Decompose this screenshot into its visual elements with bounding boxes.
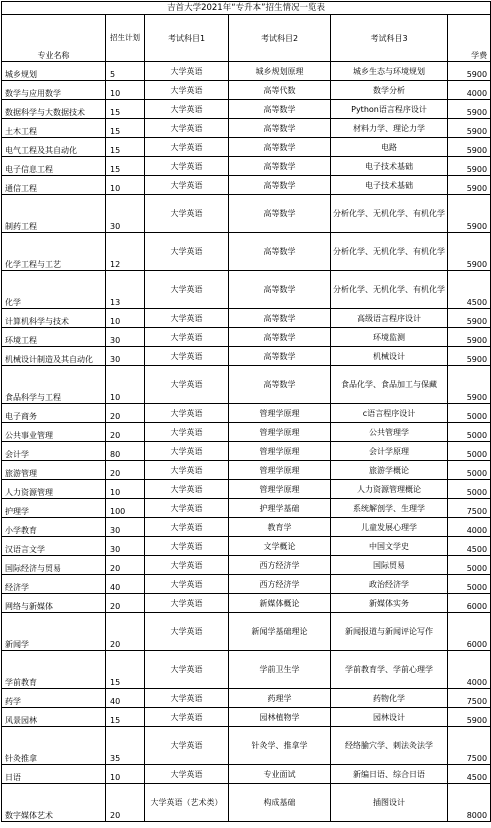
cell-subject1: 大学英语 [145, 765, 229, 784]
cell-quota: 30 [106, 347, 145, 366]
cell-subject1: 大学英语 [145, 575, 229, 594]
cell-fee: 5000 [448, 404, 491, 423]
table-row [2, 366, 491, 404]
cell-subject2: 管理学原理 [229, 442, 331, 461]
cell-subject2: 高等数学 [229, 195, 331, 233]
cell-fee: 5000 [448, 556, 491, 575]
cell-subject2: 高等数学 [229, 157, 331, 176]
cell-quota: 20 [106, 613, 145, 651]
cell-fee: 4500 [448, 271, 491, 309]
cell-quota: 15 [106, 651, 145, 689]
cell-major: 风景园林 [2, 708, 106, 727]
cell-major: 日语 [2, 765, 106, 784]
cell-subject1: 大学英语 [145, 195, 229, 233]
cell-subject2: 管理学原理 [229, 461, 331, 480]
cell-quota: 30 [106, 537, 145, 556]
cell-subject3: 插图设计 [331, 784, 448, 822]
cell-quota: 15 [106, 119, 145, 138]
cell-quota: 10 [106, 480, 145, 499]
cell-subject1: 大学英语 [145, 727, 229, 765]
cell-fee: 5000 [448, 480, 491, 499]
table-row [2, 518, 491, 537]
cell-fee: 4000 [448, 518, 491, 537]
table-row [2, 784, 491, 822]
cell-subject1: 大学英语 [145, 81, 229, 100]
cell-major: 机械设计制造及其自动化 [2, 347, 106, 366]
table-row [2, 575, 491, 594]
cell-subject2: 高等数学 [229, 233, 331, 271]
cell-subject3: 新编日语、综合日语 [331, 765, 448, 784]
table-row [2, 423, 491, 442]
cell-subject3: 分析化学、无机化学、有机化学 [331, 195, 448, 233]
cell-quota: 20 [106, 404, 145, 423]
title-row [2, 2, 491, 15]
cell-major: 数字媒体艺术 [2, 784, 106, 822]
cell-major: 针灸推拿 [2, 727, 106, 765]
cell-subject1: 大学英语 [145, 556, 229, 575]
cell-subject2: 高等数学 [229, 176, 331, 195]
cell-fee: 5900 [448, 328, 491, 347]
cell-subject3: 儿童发展心理学 [331, 518, 448, 537]
table-row [2, 556, 491, 575]
cell-subject3: 经络腧穴学、刺法灸法学 [331, 727, 448, 765]
cell-subject1: 大学英语 [145, 651, 229, 689]
cell-quota: 15 [106, 138, 145, 157]
cell-major: 数据科学与大数据技术 [2, 100, 106, 119]
cell-fee: 5900 [448, 119, 491, 138]
cell-major: 食品科学与工程 [2, 366, 106, 404]
table-row [2, 138, 491, 157]
cell-subject2: 高等数学 [229, 309, 331, 328]
cell-major: 城乡规划 [2, 62, 106, 81]
cell-subject1: 大学英语 [145, 537, 229, 556]
cell-subject3: 材料力学、理论力学 [331, 119, 448, 138]
cell-major: 药学 [2, 689, 106, 708]
cell-subject1: 大学英语 [145, 442, 229, 461]
cell-quota: 30 [106, 195, 145, 233]
cell-subject3: 药物化学 [331, 689, 448, 708]
cell-major: 电子信息工程 [2, 157, 106, 176]
cell-subject1: 大学英语 [145, 404, 229, 423]
cell-major: 公共事业管理 [2, 423, 106, 442]
cell-subject3: 人力资源管理概论 [331, 480, 448, 499]
cell-subject2: 管理学原理 [229, 423, 331, 442]
cell-major: 化学工程与工艺 [2, 233, 106, 271]
cell-major: 国际经济与贸易 [2, 556, 106, 575]
cell-subject3: 系统解剖学、生理学 [331, 499, 448, 518]
cell-subject2: 西方经济学 [229, 575, 331, 594]
cell-quota: 10 [106, 81, 145, 100]
cell-subject1: 大学英语 [145, 708, 229, 727]
cell-major: 旅游管理 [2, 461, 106, 480]
header-row [2, 15, 491, 62]
table-row [2, 81, 491, 100]
table-row [2, 480, 491, 499]
cell-quota: 10 [106, 176, 145, 195]
table-row [2, 499, 491, 518]
cell-subject1: 大学英语 [145, 62, 229, 81]
cell-fee: 4000 [448, 651, 491, 689]
cell-subject2: 药理学 [229, 689, 331, 708]
table-row [2, 176, 491, 195]
table-row [2, 651, 491, 689]
cell-subject3: 分析化学、无机化学、有机化学 [331, 271, 448, 309]
cell-subject1: 大学英语 [145, 119, 229, 138]
cell-subject3: 电子技术基础 [331, 157, 448, 176]
cell-fee: 5900 [448, 347, 491, 366]
cell-fee: 5900 [448, 138, 491, 157]
cell-subject1: 大学英语 [145, 233, 229, 271]
header-subject2: 考试科目2 [229, 15, 331, 62]
cell-fee: 8000 [448, 784, 491, 822]
cell-subject2: 构成基础 [229, 784, 331, 822]
cell-subject1: 大学英语 [145, 461, 229, 480]
cell-subject2: 园林植物学 [229, 708, 331, 727]
cell-subject1: 大学英语 [145, 100, 229, 119]
cell-subject2: 新媒体概论 [229, 594, 331, 613]
cell-subject2: 高等数学 [229, 328, 331, 347]
cell-fee: 5000 [448, 575, 491, 594]
cell-subject1: 大学英语 [145, 613, 229, 651]
table-title: 吉首大学2021年“专升本”招生情况一览表 [2, 2, 491, 15]
cell-major: 会计学 [2, 442, 106, 461]
table-row [2, 195, 491, 233]
cell-fee: 5900 [448, 309, 491, 328]
cell-fee: 6000 [448, 613, 491, 651]
table-row [2, 119, 491, 138]
cell-subject1: 大学英语 [145, 594, 229, 613]
cell-quota: 13 [106, 271, 145, 309]
table-row [2, 442, 491, 461]
cell-subject3: 公共管理学 [331, 423, 448, 442]
cell-subject3: 分析化学、无机化学、有机化学 [331, 233, 448, 271]
cell-subject3: 学前教育学、学前心理学 [331, 651, 448, 689]
cell-quota: 80 [106, 442, 145, 461]
table-row [2, 328, 491, 347]
cell-fee: 5900 [448, 100, 491, 119]
cell-fee: 5900 [448, 176, 491, 195]
cell-major: 通信工程 [2, 176, 106, 195]
cell-fee: 5900 [448, 62, 491, 81]
cell-subject2: 针灸学、推拿学 [229, 727, 331, 765]
cell-subject1: 大学英语 [145, 689, 229, 708]
cell-fee: 5000 [448, 423, 491, 442]
cell-subject2: 管理学原理 [229, 480, 331, 499]
cell-quota: 10 [106, 765, 145, 784]
cell-quota: 20 [106, 461, 145, 480]
header-fee: 学费 [448, 15, 491, 62]
cell-subject1: 大学英语 [145, 480, 229, 499]
cell-fee: 4500 [448, 537, 491, 556]
cell-subject1: 大学英语（艺术类） [145, 784, 229, 822]
table-row [2, 689, 491, 708]
cell-subject3: Python语言程序设计 [331, 100, 448, 119]
table-row [2, 62, 491, 81]
cell-subject2: 高等数学 [229, 138, 331, 157]
cell-quota: 100 [106, 499, 145, 518]
header-quota: 招生计划 [106, 15, 145, 62]
cell-subject3: 政治经济学 [331, 575, 448, 594]
cell-quota: 10 [106, 366, 145, 404]
cell-subject3: 新闻报道与新闻评论写作 [331, 613, 448, 651]
cell-major: 护理学 [2, 499, 106, 518]
cell-major: 数学与应用数学 [2, 81, 106, 100]
cell-subject3: 旅游学概论 [331, 461, 448, 480]
cell-major: 土木工程 [2, 119, 106, 138]
cell-quota: 15 [106, 708, 145, 727]
cell-subject2: 教育学 [229, 518, 331, 537]
cell-subject3: c语言程序设计 [331, 404, 448, 423]
cell-quota: 30 [106, 518, 145, 537]
cell-subject2: 西方经济学 [229, 556, 331, 575]
cell-subject3: 中国文学史 [331, 537, 448, 556]
cell-quota: 30 [106, 328, 145, 347]
cell-subject2: 护理学基础 [229, 499, 331, 518]
cell-subject1: 大学英语 [145, 176, 229, 195]
header-subject3: 考试科目3 [331, 15, 448, 62]
cell-subject3: 环境监测 [331, 328, 448, 347]
cell-quota: 15 [106, 157, 145, 176]
cell-subject3: 食品化学、食品加工与保藏 [331, 366, 448, 404]
cell-quota: 10 [106, 309, 145, 328]
table-row [2, 233, 491, 271]
cell-quota: 40 [106, 575, 145, 594]
cell-fee: 5000 [448, 442, 491, 461]
cell-subject3: 新媒体实务 [331, 594, 448, 613]
cell-subject3: 城乡生态与环境规划 [331, 62, 448, 81]
table-row [2, 537, 491, 556]
cell-subject3: 高级语言程序设计 [331, 309, 448, 328]
cell-fee: 7500 [448, 689, 491, 708]
cell-subject2: 文学概论 [229, 537, 331, 556]
cell-major: 计算机科学与技术 [2, 309, 106, 328]
cell-subject2: 高等代数 [229, 81, 331, 100]
cell-major: 汉语言文学 [2, 537, 106, 556]
cell-subject2: 高等数学 [229, 366, 331, 404]
cell-quota: 20 [106, 784, 145, 822]
cell-subject3: 机械设计 [331, 347, 448, 366]
table-row [2, 594, 491, 613]
cell-subject2: 专业面试 [229, 765, 331, 784]
cell-fee: 4500 [448, 765, 491, 784]
cell-fee: 5900 [448, 366, 491, 404]
table-row [2, 404, 491, 423]
cell-subject2: 新闻学基础理论 [229, 613, 331, 651]
cell-major: 电气工程及其自动化 [2, 138, 106, 157]
cell-subject1: 大学英语 [145, 347, 229, 366]
cell-fee: 7500 [448, 499, 491, 518]
cell-major: 制药工程 [2, 195, 106, 233]
cell-quota: 20 [106, 556, 145, 575]
cell-subject3: 国际贸易 [331, 556, 448, 575]
cell-subject2: 城乡规划原理 [229, 62, 331, 81]
cell-quota: 5 [106, 62, 145, 81]
cell-subject3: 数学分析 [331, 81, 448, 100]
cell-subject1: 大学英语 [145, 423, 229, 442]
cell-quota: 12 [106, 233, 145, 271]
cell-subject1: 大学英语 [145, 499, 229, 518]
cell-fee: 5000 [448, 461, 491, 480]
cell-subject2: 管理学原理 [229, 404, 331, 423]
cell-major: 新闻学 [2, 613, 106, 651]
cell-major: 化学 [2, 271, 106, 309]
cell-subject3: 电路 [331, 138, 448, 157]
cell-subject1: 大学英语 [145, 138, 229, 157]
cell-quota: 35 [106, 727, 145, 765]
cell-subject3: 会计学原理 [331, 442, 448, 461]
cell-major: 网络与新媒体 [2, 594, 106, 613]
cell-subject1: 大学英语 [145, 366, 229, 404]
cell-subject1: 大学英语 [145, 271, 229, 309]
cell-fee: 4000 [448, 81, 491, 100]
cell-fee: 5900 [448, 157, 491, 176]
cell-major: 经济学 [2, 575, 106, 594]
cell-major: 电子商务 [2, 404, 106, 423]
cell-fee: 7500 [448, 727, 491, 765]
table-row [2, 765, 491, 784]
cell-subject3: 园林设计 [331, 708, 448, 727]
cell-quota: 40 [106, 689, 145, 708]
cell-major: 环境工程 [2, 328, 106, 347]
cell-subject1: 大学英语 [145, 157, 229, 176]
cell-subject2: 高等数学 [229, 347, 331, 366]
cell-quota: 20 [106, 594, 145, 613]
table-row [2, 309, 491, 328]
table-row [2, 157, 491, 176]
table-row [2, 461, 491, 480]
cell-fee: 5900 [448, 195, 491, 233]
cell-quota: 15 [106, 100, 145, 119]
cell-fee: 5900 [448, 233, 491, 271]
cell-subject3: 电子技术基础 [331, 176, 448, 195]
cell-subject2: 高等数学 [229, 100, 331, 119]
cell-major: 小学教育 [2, 518, 106, 537]
table-row [2, 271, 491, 309]
table-row [2, 727, 491, 765]
cell-subject2: 学前卫生学 [229, 651, 331, 689]
cell-subject2: 高等数学 [229, 119, 331, 138]
cell-quota: 20 [106, 423, 145, 442]
cell-fee: 6000 [448, 594, 491, 613]
table-row [2, 347, 491, 366]
cell-subject2: 高等数学 [229, 271, 331, 309]
cell-major: 学前教育 [2, 651, 106, 689]
header-major: 专业名称 [2, 15, 106, 62]
cell-subject1: 大学英语 [145, 328, 229, 347]
table-row [2, 613, 491, 651]
cell-subject1: 大学英语 [145, 309, 229, 328]
admissions-table [1, 1, 491, 822]
cell-major: 人力资源管理 [2, 480, 106, 499]
cell-subject1: 大学英语 [145, 518, 229, 537]
table-row [2, 708, 491, 727]
cell-fee: 5900 [448, 708, 491, 727]
table-row [2, 100, 491, 119]
header-subject1: 考试科目1 [145, 15, 229, 62]
